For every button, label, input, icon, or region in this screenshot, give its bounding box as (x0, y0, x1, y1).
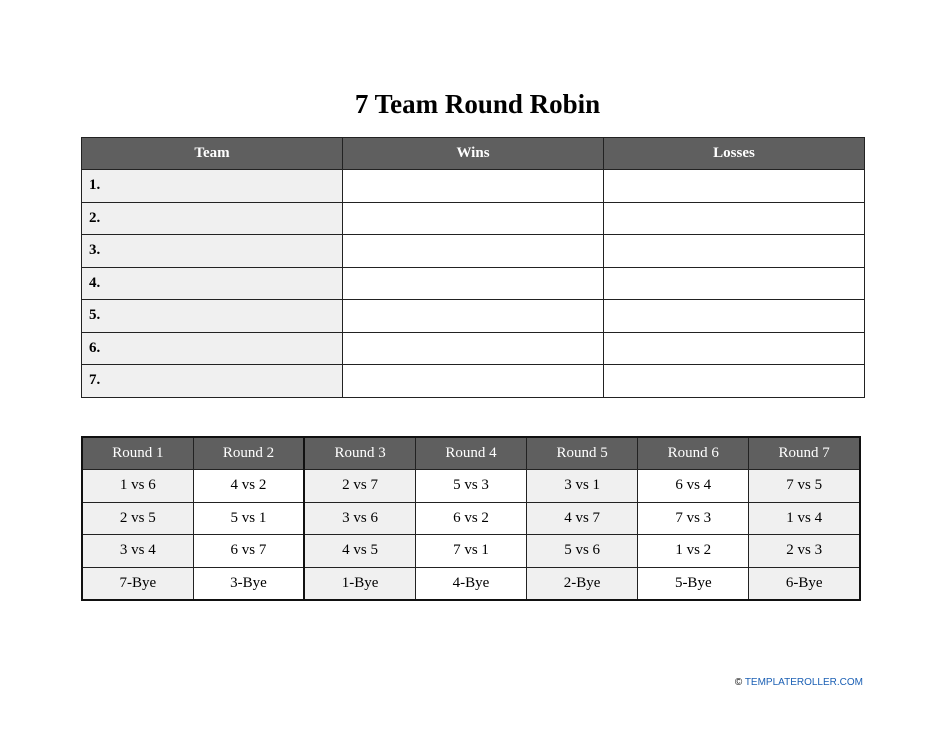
matchup-cell: 4 vs 7 (527, 502, 638, 535)
losses-cell[interactable] (604, 267, 865, 300)
matchup-cell: 6 vs 2 (415, 502, 526, 535)
standings-table (81, 137, 865, 398)
team-number-7[interactable]: 7. (82, 365, 343, 398)
matchup-cell: 1 vs 6 (82, 470, 193, 503)
standings-header-row (82, 138, 865, 170)
losses-cell[interactable] (604, 235, 865, 268)
team-number-6[interactable]: 6. (82, 332, 343, 365)
matchup-cell: 7 vs 3 (638, 502, 749, 535)
team-number-3[interactable]: 3. (82, 235, 343, 268)
table-row (82, 170, 865, 203)
page-title: 7 Team Round Robin (354, 89, 601, 119)
bye-cell: 2-Bye (527, 567, 638, 600)
matchup-cell: 3 vs 4 (82, 535, 193, 568)
matchup-cell: 5 vs 3 (415, 470, 526, 503)
matchup-cell: 1 vs 2 (638, 535, 749, 568)
wins-cell[interactable] (343, 170, 604, 203)
bye-cell: 1-Bye (304, 567, 415, 600)
matchup-cell: 2 vs 7 (304, 470, 415, 503)
losses-cell[interactable] (604, 332, 865, 365)
matchup-cell: 3 vs 1 (527, 470, 638, 503)
table-row (82, 502, 860, 535)
table-row (82, 567, 860, 600)
wins-cell[interactable] (343, 235, 604, 268)
wins-cell[interactable] (343, 332, 604, 365)
schedule-table (81, 436, 861, 601)
table-row (82, 300, 865, 333)
bye-cell: 6-Bye (749, 567, 860, 600)
wins-cell[interactable] (343, 300, 604, 333)
losses-cell[interactable] (604, 365, 865, 398)
losses-cell[interactable] (604, 170, 865, 203)
matchup-cell: 6 vs 7 (193, 535, 304, 568)
table-row (82, 332, 865, 365)
schedule-header-row (82, 437, 860, 470)
team-number-1[interactable]: 1. (82, 170, 343, 203)
table-row (82, 470, 860, 503)
table-row (82, 267, 865, 300)
header-losses: Losses (604, 138, 865, 170)
matchup-cell: 3 vs 6 (304, 502, 415, 535)
matchup-cell: 2 vs 3 (749, 535, 860, 568)
matchup-cell: 7 vs 5 (749, 470, 860, 503)
table-row (82, 235, 865, 268)
team-number-4[interactable]: 4. (82, 267, 343, 300)
matchup-cell: 5 vs 6 (527, 535, 638, 568)
wins-cell[interactable] (343, 267, 604, 300)
matchup-cell: 6 vs 4 (638, 470, 749, 503)
losses-cell[interactable] (604, 202, 865, 235)
header-round-5: Round 5 (527, 437, 638, 470)
wins-cell[interactable] (343, 365, 604, 398)
matchup-cell: 1 vs 4 (749, 502, 860, 535)
bye-cell: 4-Bye (415, 567, 526, 600)
header-round-3: Round 3 (304, 437, 415, 470)
header-round-4: Round 4 (415, 437, 526, 470)
header-wins: Wins (343, 138, 604, 170)
team-number-5[interactable]: 5. (82, 300, 343, 333)
header-round-6: Round 6 (638, 437, 749, 470)
matchup-cell: 4 vs 5 (304, 535, 415, 568)
table-row (82, 202, 865, 235)
header-round-7: Round 7 (749, 437, 860, 470)
header-round-2: Round 2 (193, 437, 304, 470)
matchup-cell: 7 vs 1 (415, 535, 526, 568)
wins-cell[interactable] (343, 202, 604, 235)
table-row (82, 535, 860, 568)
losses-cell[interactable] (604, 300, 865, 333)
team-number-2[interactable]: 2. (82, 202, 343, 235)
header-team: Team (82, 138, 343, 170)
table-row (82, 365, 865, 398)
bye-cell: 3-Bye (193, 567, 304, 600)
matchup-cell: 4 vs 2 (193, 470, 304, 503)
bye-cell: 7-Bye (82, 567, 193, 600)
header-round-1: Round 1 (82, 437, 193, 470)
bye-cell: 5-Bye (638, 567, 749, 600)
site-link[interactable]: TEMPLATEROLLER.COM (744, 677, 863, 688)
copyright-symbol: © (734, 677, 743, 688)
footer-credit (735, 677, 863, 688)
matchup-cell: 5 vs 1 (193, 502, 304, 535)
matchup-cell: 2 vs 5 (82, 502, 193, 535)
